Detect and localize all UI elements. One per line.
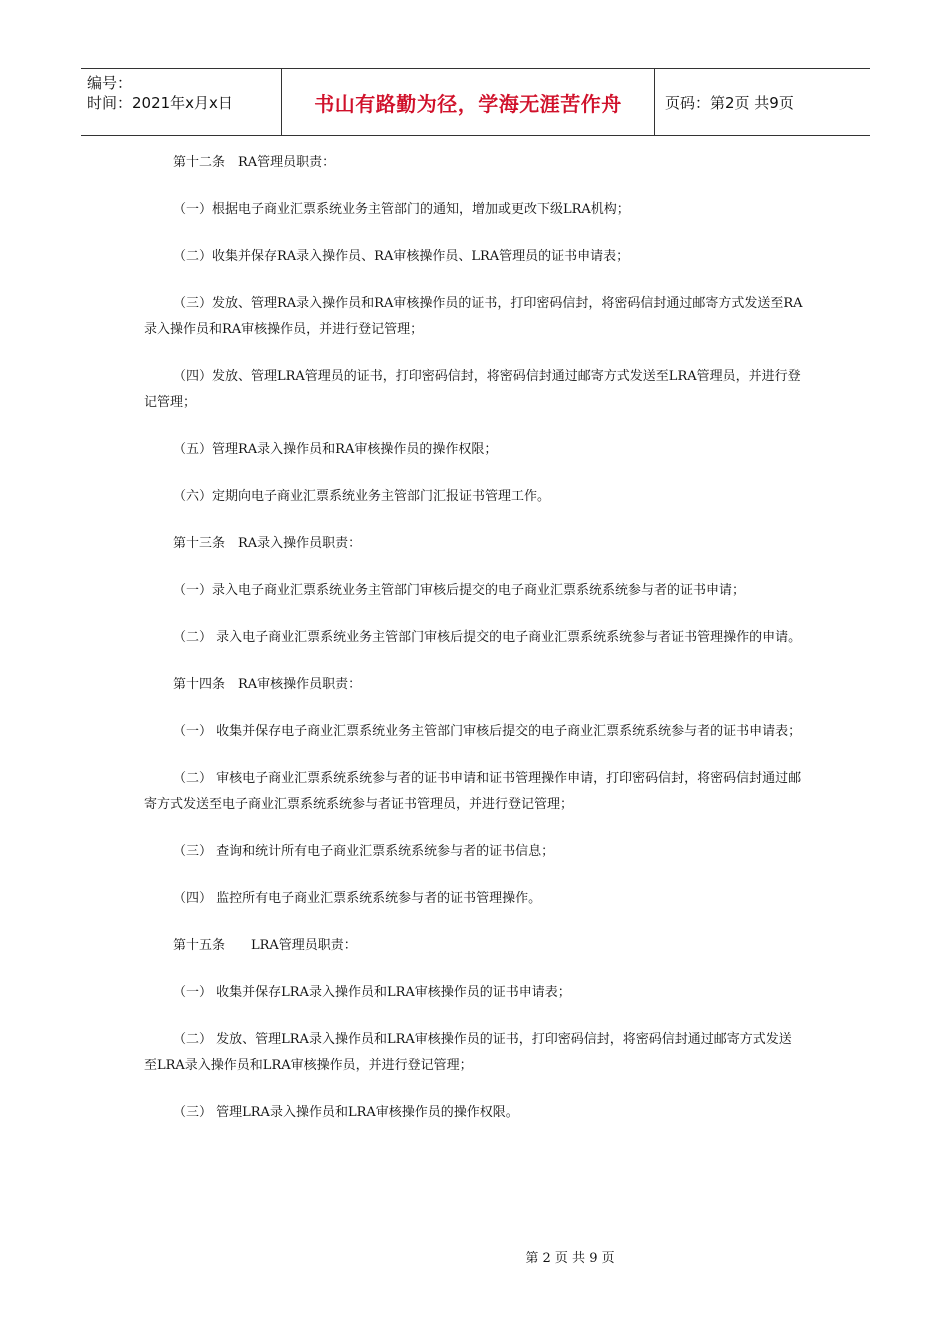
paragraph: （二） 审核电子商业汇票系统系统参与者的证书申请和证书管理操作申请，打印密码信封，将密码信封通过邮寄方式发送至电子商业汇票系统系统参与者证书管理员，并进行登记管理； bbox=[144, 771, 802, 812]
paragraph: （一）根据电子商业汇票系统业务主管部门的通知，增加或更改下级LRA机构； bbox=[173, 202, 630, 217]
page-header bbox=[81, 68, 870, 136]
paragraph: （三） 查询和统计所有电子商业汇票系统系统参与者的证书信息； bbox=[173, 844, 555, 859]
paragraph: （四） 监控所有电子商业汇票系统系统参与者的证书管理操作。 bbox=[173, 891, 542, 906]
article-14-heading: 第十四条 RA审核操作员职责： bbox=[173, 677, 362, 692]
article-12-heading: 第十二条 RA管理员职责： bbox=[173, 155, 336, 170]
paragraph: （一） 收集并保存电子商业汇票系统业务主管部门审核后提交的电子商业汇票系统系统参与者的证书申请表； bbox=[173, 724, 802, 739]
header-motto-cell bbox=[282, 69, 655, 135]
paragraph: （一） 收集并保存LRA录入操作员和LRA审核操作员的证书申请表； bbox=[173, 985, 571, 1000]
article-15-heading: 第十五条 LRA管理员职责： bbox=[173, 938, 357, 953]
document-time-label: 时间：2021年x月x日 bbox=[87, 94, 233, 112]
header-page-info-cell bbox=[655, 69, 870, 135]
paragraph: （二） 录入电子商业汇票系统业务主管部门审核后提交的电子商业汇票系统系统参与者证书管理操作的申请。 bbox=[173, 630, 802, 645]
document-body bbox=[144, 150, 804, 1147]
paragraph: （二）收集并保存RA录入操作员、RA审核操作员、LRA管理员的证书申请表； bbox=[173, 249, 630, 264]
article-13-heading: 第十三条 RA录入操作员职责： bbox=[173, 536, 362, 551]
header-meta bbox=[81, 69, 282, 135]
paragraph: （三） 管理LRA录入操作员和LRA审核操作员的操作权限。 bbox=[173, 1105, 519, 1120]
document-number-label: 编号： bbox=[87, 74, 133, 92]
header-page-info: 页码：第2页 共9页 bbox=[665, 93, 794, 112]
paragraph: （五）管理RA录入操作员和RA审核操作员的操作权限； bbox=[173, 442, 498, 457]
header-motto: 书山有路勤为径，学海无涯苦作舟 bbox=[314, 91, 622, 116]
paragraph: （二） 发放、管理LRA录入操作员和LRA审核操作员的证书，打印密码信封，将密码信封通过邮寄方式发送至LRA录入操作员和LRA审核操作员，并进行登记管理； bbox=[144, 1032, 792, 1073]
page-footer bbox=[0, 1247, 950, 1266]
paragraph: （三）发放、管理RA录入操作员和RA审核操作员的证书，打印密码信封，将密码信封通过邮寄方式发送至RA录入操作员和RA审核操作员，并进行登记管理； bbox=[144, 296, 803, 337]
paragraph: （四）发放、管理LRA管理员的证书，打印密码信封，将密码信封通过邮寄方式发送至LRA管理员，并进行登记管理； bbox=[144, 369, 801, 410]
paragraph: （一）录入电子商业汇票系统业务主管部门审核后提交的电子商业汇票系统系统参与者的证书申请； bbox=[173, 583, 746, 598]
paragraph: （六）定期向电子商业汇票系统业务主管部门汇报证书管理工作。 bbox=[173, 489, 551, 504]
footer-page-number: 第 2 页 共 9 页 bbox=[525, 1251, 615, 1266]
